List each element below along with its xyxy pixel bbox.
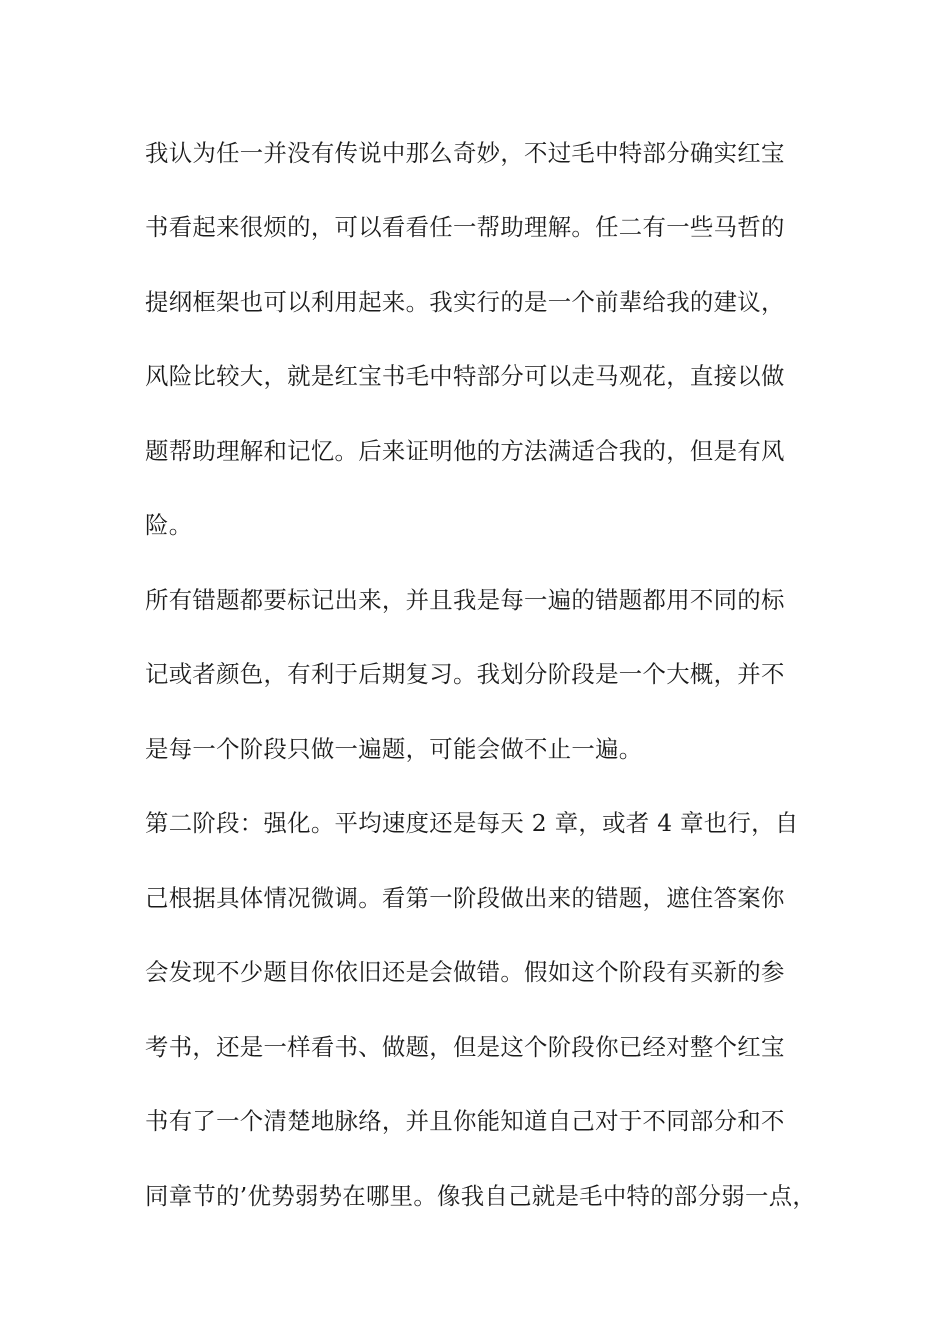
text-line: 记或者颜色，有利于后期复习。我划分阶段是一个大概，并不 [145, 660, 785, 688]
text-line: 风险比较大，就是红宝书毛中特部分可以走马观花，直接以做 [145, 362, 785, 390]
text-line: 书看起来很烦的，可以看看任一帮助理解。任二有一些马哲的 [145, 213, 785, 241]
text-line: 第二阶段：强化。平均速度还是每天 2 章，或者 4 章也行，自 [145, 809, 799, 837]
text-line: 险。 [145, 511, 193, 539]
text-line: 我认为任一并没有传说中那么奇妙，不过毛中特部分确实红宝 [145, 139, 785, 167]
text-line: 书有了一个清楚地脉络，并且你能知道自己对于不同部分和不 [145, 1107, 785, 1135]
text-line: 所有错题都要标记出来，并且我是每一遍的错题都用不同的标 [145, 586, 785, 614]
text-line: 是每一个阶段只做一遍题，可能会做不止一遍。 [145, 735, 643, 763]
text-line: 提纲框架也可以利用起来。我实行的是一个前辈给我的建议， [145, 288, 785, 316]
text-line: 考书，还是一样看书、做题，但是这个阶段你已经对整个红宝 [145, 1033, 785, 1061]
text-line: 同章节的’优势弱势在哪里。像我自己就是毛中特的部分弱一点， [145, 1182, 817, 1210]
text-line: 会发现不少题目你依旧还是会做错。假如这个阶段有买新的参 [145, 958, 785, 986]
text-line: 题帮助理解和记忆。后来证明他的方法满适合我的，但是有风 [145, 437, 785, 465]
text-line: 己根据具体情况微调。看第一阶段做出来的错题，遮住答案你 [145, 884, 785, 912]
